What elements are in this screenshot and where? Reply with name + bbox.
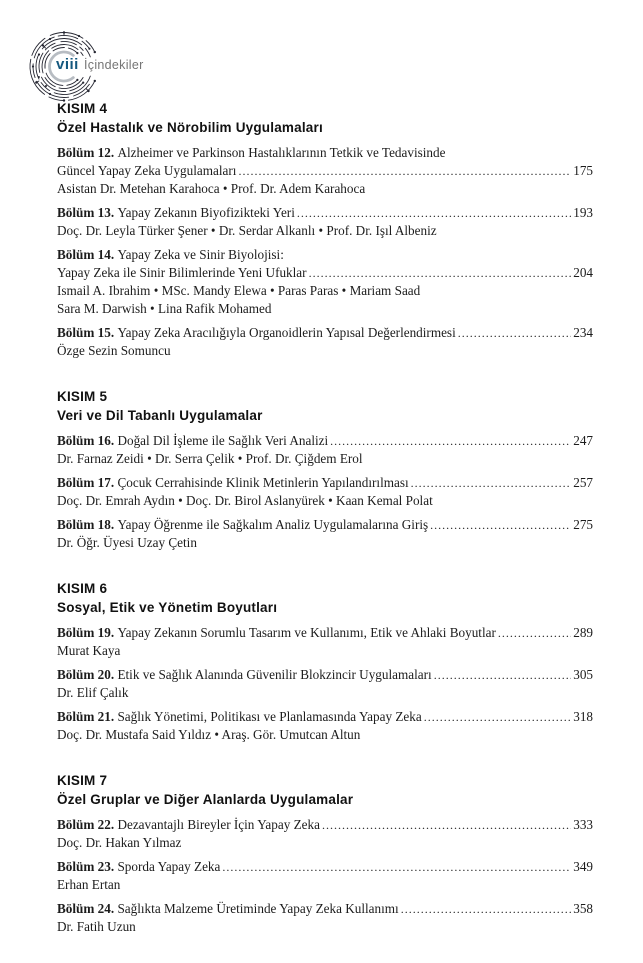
entry-title-text: Bölüm 23. Sporda Yapay Zeka: [57, 859, 221, 874]
leader-dots: [238, 162, 571, 180]
toc-entry: [57, 858, 593, 894]
entry-authors: Özge Sezin Somuncu: [57, 343, 171, 358]
entry-authors: Dr. Farnaz Zeidi • Dr. Serra Çelik • Prof. Dr. Çiğdem Erol: [57, 451, 363, 466]
toc-entry: [57, 708, 593, 744]
toc-section: [57, 387, 593, 552]
toc-section: [57, 99, 593, 360]
entry-title-line: [57, 624, 593, 642]
toc-entry: [57, 432, 593, 468]
toc-entry: [57, 144, 593, 198]
entry-authors: Doç. Dr. Leyla Türker Şener • Dr. Serdar Alkanlı • Prof. Dr. Işıl Albeniz: [57, 223, 437, 238]
entry-number: Bölüm 12.: [57, 145, 118, 160]
entry-title-text: Bölüm 16. Doğal Dil İşleme ile Sağlık Veri Analizi: [57, 433, 329, 448]
entry-title-text: Bölüm 21. Sağlık Yönetimi, Politikası ve Planlamasında Yapay Zeka: [57, 709, 422, 724]
entry-page-number: 257: [573, 475, 593, 490]
leader-dots: [322, 816, 571, 834]
entry-number: Bölüm 13.: [57, 205, 118, 220]
entry-number: Bölüm 23.: [57, 859, 118, 874]
leader-dots: [434, 666, 572, 684]
entry-number: Bölüm 22.: [57, 817, 118, 832]
toc-entry: [57, 624, 593, 660]
toc-section: [57, 771, 593, 936]
leader-dots: [222, 858, 571, 876]
entry-page-number: 247: [573, 433, 593, 448]
entry-title-line: [57, 900, 593, 918]
entry-number: Bölüm 16.: [57, 433, 118, 448]
folio-page-number: viii: [56, 56, 79, 73]
toc-section: [57, 579, 593, 744]
entry-authors: Doç. Dr. Hakan Yılmaz: [57, 835, 182, 850]
kisim-label: KISIM 7: [57, 773, 108, 788]
toc-entry: [57, 516, 593, 552]
kisim-title: Özel Hastalık ve Nörobilim Uygulamaları: [57, 120, 323, 135]
entry-page-number: 204: [573, 265, 593, 280]
entry-number: Bölüm 14.: [57, 247, 118, 262]
toc-entry: [57, 816, 593, 852]
entry-page-number: 305: [573, 667, 593, 682]
entry-title-text: Bölüm 22. Dezavantajlı Bireyler İçin Yapay Zeka: [57, 817, 320, 832]
entry-authors: Doç. Dr. Mustafa Said Yıldız • Araş. Gör. Umutcan Altun: [57, 727, 361, 742]
entry-page-number: 234: [573, 325, 593, 340]
entry-page-number: 193: [573, 205, 593, 220]
entry-title-text: Bölüm 20. Etik ve Sağlık Alanında Güvenilir Blokzincir Uygulamaları: [57, 667, 432, 682]
entry-title-line: [57, 144, 593, 162]
leader-dots: [330, 432, 571, 450]
entry-number: Bölüm 21.: [57, 709, 118, 724]
leader-dots: [430, 516, 571, 534]
entry-title-line: [57, 708, 593, 726]
kisim-label: KISIM 5: [57, 389, 108, 404]
toc-entry: [57, 324, 593, 360]
entry-page-number: 275: [573, 517, 593, 532]
entry-title-line: [57, 474, 593, 492]
entry-authors: Murat Kaya: [57, 643, 121, 658]
section-heading: [57, 387, 593, 425]
kisim-label: KISIM 4: [57, 101, 108, 116]
entry-title-line: [57, 432, 593, 450]
leader-dots: [401, 900, 572, 918]
leader-dots: [498, 624, 571, 642]
entry-page-number: 358: [573, 901, 593, 916]
entry-title-text: Bölüm 14. Yapay Zeka ve Sinir Biyolojisi:: [57, 247, 284, 262]
entry-page-number: 333: [573, 817, 593, 832]
toc-entry: [57, 204, 593, 240]
entry-title-line: [57, 246, 593, 264]
entry-title-text: Bölüm 12. Alzheimer ve Parkinson Hastalıklarının Tetkik ve Tedavisinde: [57, 145, 446, 160]
toc-entry: [57, 474, 593, 510]
entry-number: Bölüm 17.: [57, 475, 118, 490]
kisim-title: Veri ve Dil Tabanlı Uygulamalar: [57, 408, 263, 423]
toc-entry: [57, 246, 593, 318]
entry-authors: Doç. Dr. Emrah Aydın • Doç. Dr. Birol Aslanyürek • Kaan Kemal Polat: [57, 493, 433, 508]
toc-entry: [57, 666, 593, 702]
entry-title-text: Bölüm 19. Yapay Zekanın Sorumlu Tasarım ve Kullanımı, Etik ve Ahlaki Boyutlar: [57, 625, 496, 640]
entry-authors: Sara M. Darwish • Lina Rafik Mohamed: [57, 301, 272, 316]
entry-title-line: [57, 666, 593, 684]
entry-authors: Ismail A. Ibrahim • MSc. Mandy Elewa • Paras Paras • Mariam Saad: [57, 283, 421, 298]
entry-title-line: [57, 324, 593, 342]
section-heading: [57, 579, 593, 617]
entry-number: Bölüm 24.: [57, 901, 118, 916]
kisim-title: Sosyal, Etik ve Yönetim Boyutları: [57, 600, 278, 615]
leader-dots: [424, 708, 572, 726]
entry-page-number: 289: [573, 625, 593, 640]
section-heading: [57, 771, 593, 809]
entry-number: Bölüm 19.: [57, 625, 118, 640]
entry-title-text: Yapay Zeka ile Sinir Bilimlerinde Yeni Ufuklar: [57, 265, 307, 280]
leader-dots: [309, 264, 572, 282]
entry-page-number: 318: [573, 709, 593, 724]
entry-title-line: [57, 858, 593, 876]
entry-authors: Dr. Öğr. Üyesi Uzay Çetin: [57, 535, 197, 550]
entry-authors: Dr. Elif Çalık: [57, 685, 129, 700]
entry-title-line: [57, 204, 593, 222]
entry-authors: Asistan Dr. Metehan Karahoca • Prof. Dr. Adem Karahoca: [57, 181, 366, 196]
entry-page-number: 175: [573, 163, 593, 178]
entry-number: Bölüm 20.: [57, 667, 118, 682]
entry-number: Bölüm 18.: [57, 517, 118, 532]
entry-title-text: Bölüm 24. Sağlıkta Malzeme Üretiminde Yapay Zeka Kullanımı: [57, 901, 399, 916]
entry-authors: Erhan Ertan: [57, 877, 121, 892]
entry-page-number: 349: [573, 859, 593, 874]
leader-dots: [458, 324, 571, 342]
entry-title-line: [57, 264, 593, 282]
kisim-label: KISIM 6: [57, 581, 108, 596]
toc-entry: [57, 900, 593, 936]
leader-dots: [297, 204, 571, 222]
page-header: [0, 0, 643, 110]
toc-sections: [57, 99, 593, 963]
entry-title-line: [57, 162, 593, 180]
kisim-title: Özel Gruplar ve Diğer Alanlarda Uygulamalar: [57, 792, 354, 807]
entry-title-line: [57, 816, 593, 834]
entry-authors: Dr. Fatih Uzun: [57, 919, 136, 934]
leader-dots: [411, 474, 572, 492]
entry-title-text: Bölüm 13. Yapay Zekanın Biyofizikteki Yeri: [57, 205, 295, 220]
entry-title-text: Güncel Yapay Zeka Uygulamaları: [57, 163, 237, 178]
entry-number: Bölüm 15.: [57, 325, 118, 340]
entry-title-line: [57, 516, 593, 534]
entry-title-text: Bölüm 15. Yapay Zeka Aracılığıyla Organoidlerin Yapısal Değerlendirmesi: [57, 325, 456, 340]
entry-title-text: Bölüm 17. Çocuk Cerrahisinde Klinik Metinlerin Yapılandırılması: [57, 475, 409, 490]
section-heading: [57, 99, 593, 137]
running-header-title: İçindekiler: [84, 58, 144, 72]
entry-title-text: Bölüm 18. Yapay Öğrenme ile Sağkalım Analiz Uygulamalarına Giriş: [57, 517, 429, 532]
